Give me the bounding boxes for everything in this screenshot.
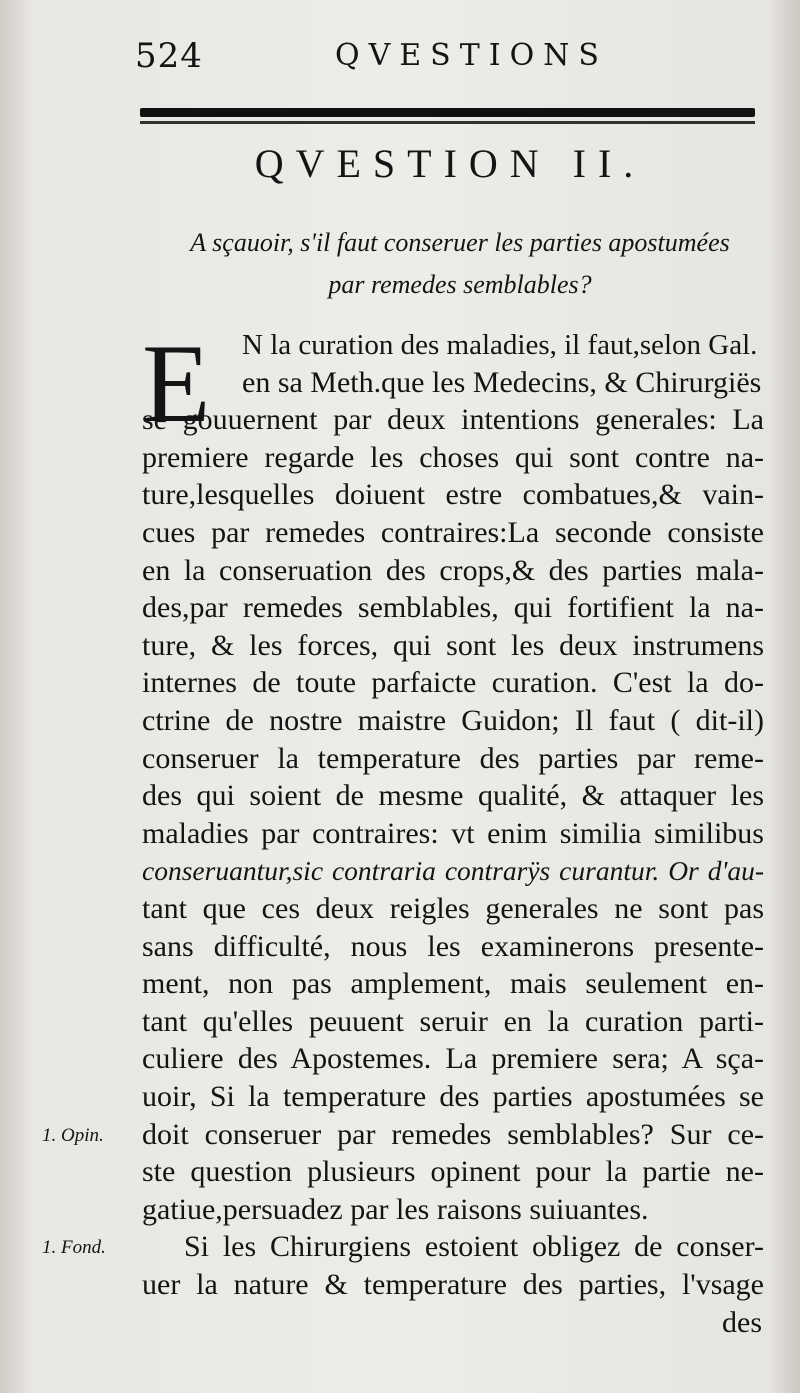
- body-line: Si les Chirurgiens estoient obligez de conser-: [184, 1230, 764, 1264]
- body-line: uer la nature & temperature des parties, l'vsage: [142, 1268, 764, 1301]
- body-line: doit conseruer par remedes semblables? Sur ce-: [142, 1117, 764, 1151]
- body-line: uoir, Si la temperature des parties apostumées se: [142, 1080, 764, 1113]
- body-line: conseruer la temperature des parties par reme-: [142, 741, 764, 775]
- body-line: des,par remedes semblables, qui fortifient la na-: [142, 591, 764, 625]
- body-line: des qui soient de mesme qualité, & attaquer les: [142, 779, 764, 813]
- body-line: des: [722, 1305, 762, 1339]
- header-rule-thin: [140, 121, 755, 124]
- body-line: en sa Meth.que les Medecins, & Chirurgiës: [242, 365, 762, 399]
- body-line: en la conseruation des crops,& des parties mala-: [142, 553, 764, 587]
- body-line: tant qu'elles peuuent seruir en la curation parti-: [142, 1004, 764, 1038]
- margin-note: 1. Fond.: [42, 1237, 106, 1259]
- question-title: QVESTION II.: [254, 141, 646, 186]
- subtitle-line-2: par remedes semblables?: [328, 270, 592, 299]
- body-line: se gouuernent par deux intentions generales: La: [142, 403, 764, 437]
- body-line: ste question plusieurs opinent pour la partie ne-: [142, 1155, 764, 1189]
- header-rule-thick: [140, 108, 755, 117]
- question-subtitle: [160, 222, 760, 306]
- margin-note: 1. Opin.: [42, 1124, 104, 1146]
- body-line: premiere regarde les choses qui sont contre na-: [142, 440, 764, 474]
- body-line: ment, non pas amplement, mais seulement en-: [142, 967, 764, 1001]
- body-line: tant que ces deux reigles generales ne sont pas: [142, 892, 764, 925]
- body-line: sans difficulté, nous les examinerons presente-: [142, 929, 764, 963]
- body-line: maladies par contraires: vt enim similia similibus: [142, 816, 764, 850]
- body-line: gatiue,persuadez par les raisons suiuantes.: [142, 1192, 649, 1226]
- page-number: 524: [135, 36, 203, 76]
- running-head: [0, 30, 800, 80]
- body-line: ture, & les forces, qui sont les deux instrumens: [142, 628, 764, 662]
- body-line: ture,lesquelles doiuent estre combatues,& vain-: [142, 478, 764, 512]
- body-line: cues par remedes contraires:La seconde consiste: [142, 516, 764, 549]
- running-title: QVESTIONS: [335, 38, 608, 73]
- body-line: N la curation des maladies, il faut,selon Gal.: [242, 329, 758, 361]
- body-line: conseruantur,sic contraria contrarÿs curantur. Or d'au-: [142, 855, 764, 887]
- subtitle-line-1: A sçauoir, s'il faut conseruer les parties apostumées: [190, 228, 730, 257]
- body-line: culiere des Apostemes. La premiere sera; A sça-: [142, 1042, 764, 1076]
- body-line: ctrine de nostre maistre Guidon; Il faut ( dit-il): [142, 704, 764, 737]
- drop-cap: E: [142, 322, 211, 446]
- body-line: internes de toute parfaicte curation. C'est la do-: [142, 666, 764, 700]
